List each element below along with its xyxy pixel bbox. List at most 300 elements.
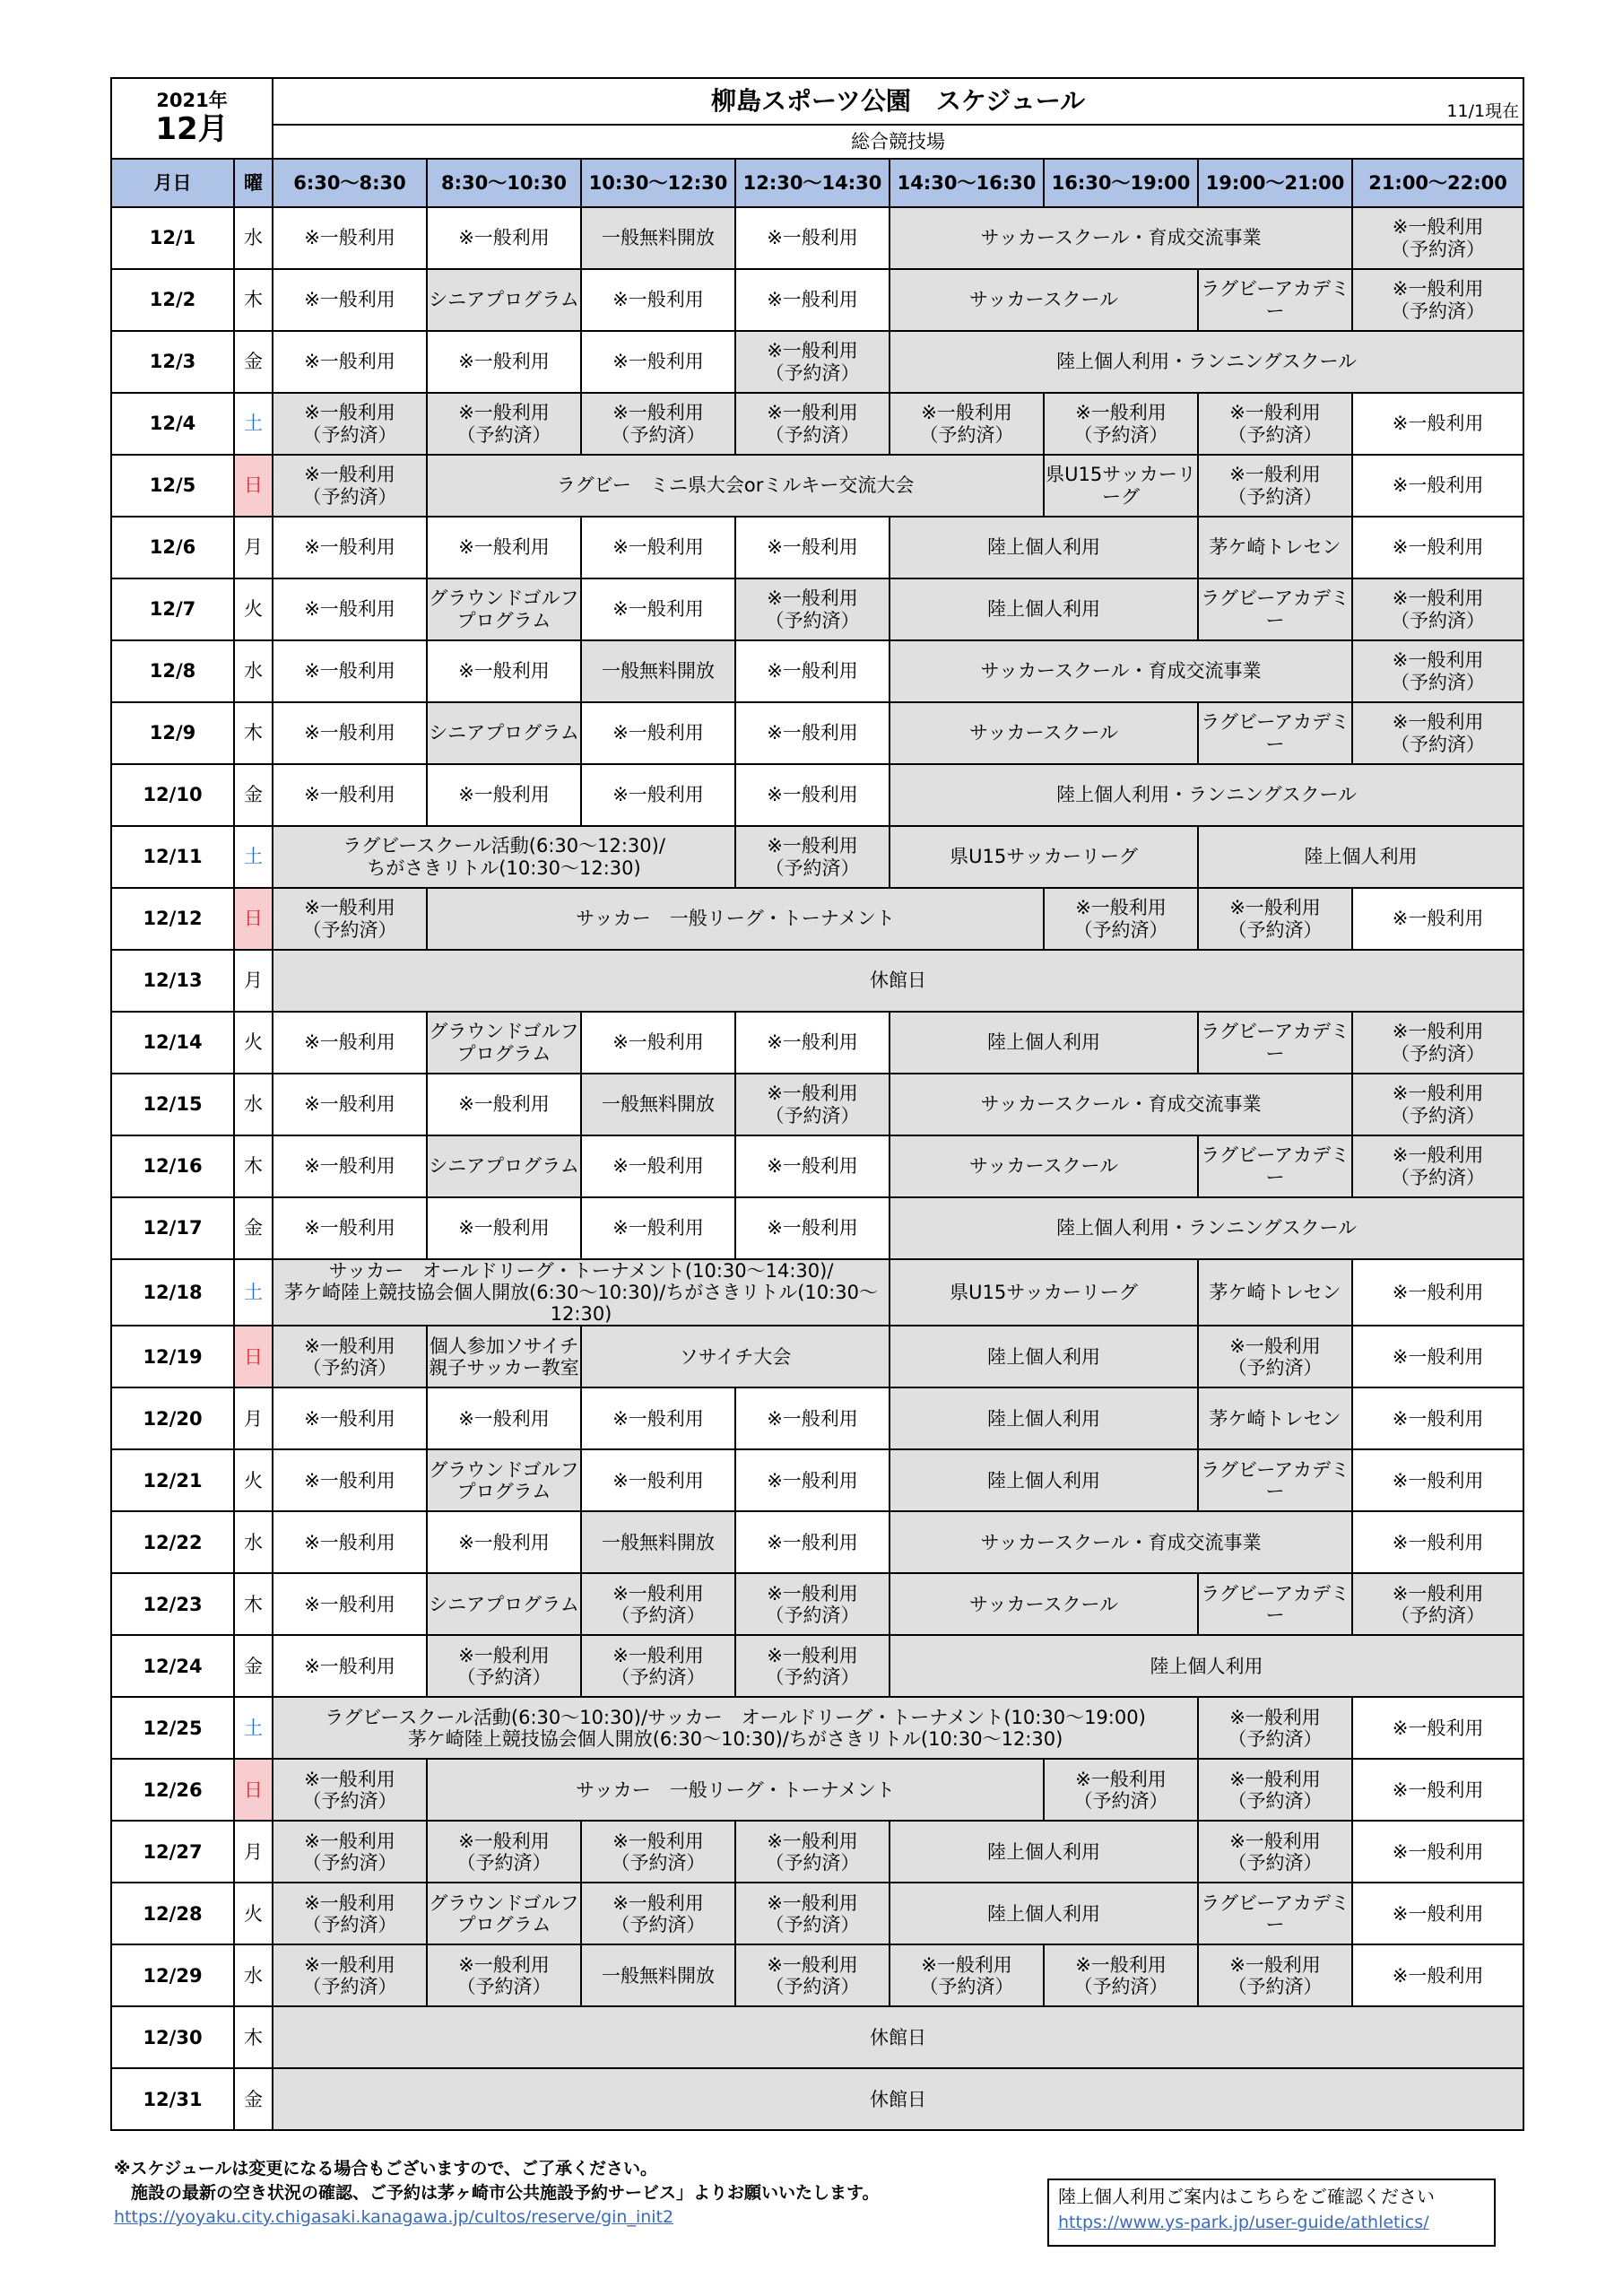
schedule-cell-text: ※一般利用	[612, 1031, 704, 1054]
schedule-cell-text: （予約済）	[302, 1851, 397, 1874]
schedule-cell-text: ※一般利用	[767, 1644, 858, 1666]
schedule-cell	[890, 578, 1198, 640]
schedule-cell	[273, 702, 427, 764]
schedule-cell-text: ※一般利用	[458, 402, 550, 424]
schedule-cell	[427, 1074, 581, 1135]
schedule-cell	[581, 764, 735, 826]
schedule-cell-text: （予約済）	[1391, 300, 1486, 322]
schedule-cell-text: サッカースクール・育成交流事業	[980, 1531, 1262, 1553]
schedule-cell-text: ※一般利用	[612, 1155, 704, 1178]
schedule-cell	[273, 826, 735, 888]
schedule-cell-text: ラグビーアカデミー	[1201, 1021, 1350, 1065]
schedule-cell-text: （予約済）	[611, 1851, 706, 1874]
date-cell: 12/28	[111, 1883, 234, 1944]
schedule-cell	[427, 1449, 581, 1511]
schedule-cell-text: ※一般利用	[767, 1531, 858, 1553]
schedule-cell-text: ※一般利用	[304, 722, 395, 744]
schedule-cell	[1352, 1883, 1523, 1944]
schedule-cell	[273, 764, 427, 826]
schedule-cell	[581, 1387, 735, 1449]
schedule-cell-text: サッカースクール・育成交流事業	[980, 660, 1262, 683]
schedule-cell-text: ※一般利用	[612, 1892, 704, 1914]
schedule-cell	[427, 331, 581, 393]
schedule-cell	[273, 1449, 427, 1511]
schedule-cell-text: （予約済）	[456, 1665, 551, 1688]
schedule-cell-text: ※一般利用	[304, 1155, 395, 1178]
schedule-cell-text: 陸上個人利用	[987, 536, 1101, 559]
weekday-cell: 金	[234, 764, 273, 826]
column-header: 16:30～19:00	[1044, 159, 1198, 207]
schedule-cell-text: ※一般利用	[921, 1953, 1012, 1976]
schedule-cell	[735, 1012, 890, 1074]
schedule-cell-text: 陸上個人利用	[987, 598, 1101, 621]
schedule-cell-text: 一般無料開放	[602, 227, 716, 249]
weekday-cell: 木	[234, 1573, 273, 1635]
schedule-cell-text: ※一般利用	[612, 784, 704, 806]
schedule-cell-text: ※一般利用	[612, 1644, 704, 1666]
schedule-cell-text: ※一般利用	[304, 227, 395, 249]
column-header: 12:30～14:30	[735, 159, 890, 207]
schedule-cell-text: （予約済）	[1391, 671, 1486, 693]
table-row	[111, 1883, 1523, 1944]
schedule-cell-text: ※一般利用	[458, 227, 550, 249]
schedule-cell-text: ラグビーアカデミー	[1201, 711, 1350, 755]
schedule-cell	[581, 331, 735, 393]
schedule-cell-text: ※一般利用	[1392, 1083, 1484, 1105]
date-cell: 12/25	[111, 1697, 234, 1759]
schedule-cell-text: （予約済）	[1228, 1851, 1323, 1874]
schedule-cell	[273, 950, 1523, 1012]
schedule-cell-text: （予約済）	[765, 1665, 860, 1688]
table-row	[111, 1511, 1523, 1573]
schedule-cell	[1352, 640, 1523, 702]
schedule-cell-text: （予約済）	[456, 423, 551, 446]
schedule-cell	[273, 1635, 427, 1697]
month-label: 12月	[155, 110, 229, 147]
schedule-cell-text: ※一般利用	[767, 1469, 858, 1492]
schedule-cell	[890, 1821, 1198, 1883]
date-cell: 12/21	[111, 1449, 234, 1511]
schedule-cell	[890, 702, 1198, 764]
schedule-cell-text: （予約済）	[302, 1975, 397, 1997]
schedule-cell-text: 陸上個人利用	[987, 1469, 1101, 1492]
schedule-cell	[890, 1326, 1198, 1387]
schedule-cell-text: （予約済）	[1391, 238, 1486, 260]
schedule-cell	[890, 331, 1523, 393]
schedule-cell-text: （予約済）	[1391, 1604, 1486, 1626]
schedule-cell-text: ※一般利用	[1392, 1902, 1484, 1925]
schedule-cell-text: ※一般利用	[304, 897, 395, 919]
table-row	[111, 640, 1523, 702]
schedule-cell-text: （予約済）	[611, 1665, 706, 1688]
schedule-cell-text: ※一般利用	[767, 402, 858, 424]
column-header-row	[111, 159, 1523, 207]
schedule-cell	[273, 1259, 890, 1326]
schedule-cell-text: グラウンドゴルフ	[429, 1458, 579, 1481]
schedule-cell-text: ※一般利用	[304, 598, 395, 621]
schedule-cell	[427, 1326, 581, 1387]
schedule-cell-text: ちがさきリトル(10:30～12:30)	[367, 857, 641, 879]
date-cell: 12/12	[111, 888, 234, 950]
schedule-cell	[735, 1387, 890, 1449]
schedule-cell	[427, 1635, 581, 1697]
schedule-cell-text: （予約済）	[765, 609, 860, 631]
schedule-cell-text: プログラム	[456, 1913, 551, 1935]
schedule-cell	[735, 1197, 890, 1259]
schedule-cell-text: ※一般利用	[304, 536, 395, 559]
schedule-cell-text: ※一般利用	[1229, 1335, 1321, 1357]
schedule-cell	[735, 1573, 890, 1635]
weekday-cell: 土	[234, 1697, 273, 1759]
schedule-cell-text: ※一般利用	[767, 289, 858, 311]
schedule-cell-text: （予約済）	[765, 1913, 860, 1935]
schedule-cell-text: 個人参加ソサイチ	[429, 1335, 579, 1357]
schedule-cell	[1352, 1449, 1523, 1511]
schedule-cell-text: ソサイチ大会	[679, 1345, 792, 1368]
schedule-cell-text: ※一般利用	[458, 1217, 550, 1239]
table-row	[111, 455, 1523, 517]
schedule-cell-text: ※一般利用	[458, 1644, 550, 1666]
schedule-cell	[273, 1012, 427, 1074]
athletics-info-box	[1047, 2179, 1496, 2247]
table-row	[111, 764, 1523, 826]
schedule-cell	[427, 269, 581, 331]
schedule-cell	[427, 578, 581, 640]
schedule-cell-text: （予約済）	[1228, 1356, 1323, 1378]
weekday-cell: 水	[234, 1511, 273, 1573]
schedule-cell-text: （予約済）	[765, 857, 860, 879]
schedule-cell	[1198, 1573, 1352, 1635]
schedule-cell	[427, 1573, 581, 1635]
schedule-cell-text: （予約済）	[765, 1975, 860, 1997]
schedule-cell	[1352, 1821, 1523, 1883]
footer-notes	[114, 2157, 879, 2230]
schedule-cell	[273, 1511, 427, 1573]
schedule-cell-text: 県U15サッカーリーグ	[950, 846, 1138, 868]
schedule-cell-text: ※一般利用	[767, 1217, 858, 1239]
schedule-cell	[1352, 207, 1523, 269]
table-row	[111, 578, 1523, 640]
schedule-cell	[273, 1197, 427, 1259]
schedule-cell	[427, 702, 581, 764]
schedule-cell	[1198, 1697, 1352, 1759]
schedule-cell-text: 陸上個人利用	[987, 1031, 1101, 1054]
schedule-cell	[581, 640, 735, 702]
schedule-cell-text: ラグビー ミニ県大会orミルキー交流大会	[556, 474, 915, 497]
schedule-cell-text: ※一般利用	[767, 660, 858, 683]
column-header: 曜	[234, 159, 273, 207]
schedule-cell	[890, 1012, 1198, 1074]
schedule-cell	[427, 517, 581, 578]
note-reservation: 施設の最新の空き状況の確認、ご予約は茅ヶ崎市公共施設予約サービス」よりお願いいたします。	[114, 2183, 880, 2203]
schedule-cell	[1352, 702, 1523, 764]
schedule-cell-text: ラグビースクール活動(6:30～12:30)/	[343, 835, 665, 857]
schedule-cell-text: 一般無料開放	[602, 1964, 716, 1987]
schedule-cell	[581, 207, 735, 269]
schedule-cell	[581, 1012, 735, 1074]
schedule-cell	[427, 1944, 581, 2006]
column-header: 6:30～8:30	[273, 159, 427, 207]
schedule-cell-text: 茅ケ崎陸上競技協会個人開放(6:30～10:30)/ちがさきリトル(10:30～12:30)	[284, 1282, 878, 1326]
schedule-cell	[581, 269, 735, 331]
schedule-cell-text: ※一般利用	[304, 464, 395, 486]
schedule-cell	[1198, 1883, 1352, 1944]
schedule-cell-text: ※一般利用	[458, 351, 550, 373]
schedule-cell-text: ※一般利用	[458, 536, 550, 559]
schedule-cell-text: ※一般利用	[1075, 402, 1167, 424]
date-cell: 12/11	[111, 826, 234, 888]
schedule-cell	[581, 517, 735, 578]
date-cell: 12/3	[111, 331, 234, 393]
schedule-cell-text: ※一般利用	[1392, 1144, 1484, 1167]
schedule-cell	[273, 331, 427, 393]
schedule-cell-text: （予約済）	[1391, 609, 1486, 631]
schedule-cell-text: ※一般利用	[1392, 1021, 1484, 1043]
schedule-cell	[890, 1944, 1044, 2006]
schedule-cell	[427, 1759, 1044, 1821]
schedule-cell-text: ※一般利用	[1392, 1345, 1484, 1368]
schedule-cell	[1198, 1759, 1352, 1821]
schedule-cell	[1198, 826, 1523, 888]
schedule-cell-text: ※一般利用	[1075, 1953, 1167, 1976]
table-row	[111, 1635, 1523, 1697]
schedule-cell-text: ※一般利用	[612, 402, 704, 424]
schedule-cell-text: サッカースクール	[968, 1593, 1119, 1615]
schedule-cell-text: サッカースクール・育成交流事業	[980, 1093, 1262, 1116]
schedule-cell-text: ※一般利用	[304, 1335, 395, 1357]
table-row	[111, 888, 1523, 950]
schedule-cell-text: ※一般利用	[767, 1953, 858, 1976]
schedule-cell-text: （予約済）	[765, 1104, 860, 1126]
schedule-cell	[1352, 393, 1523, 455]
schedule-cell	[273, 393, 427, 455]
schedule-cell-text: （予約済）	[765, 1851, 860, 1874]
schedule-cell-text: ラグビーアカデミー	[1201, 1458, 1350, 1502]
schedule-cell	[1198, 1821, 1352, 1883]
schedule-cell-text: （予約済）	[302, 1789, 397, 1812]
schedule-table	[110, 77, 1524, 2131]
schedule-cell-text: ※一般利用	[304, 289, 395, 311]
table-row	[111, 331, 1523, 393]
schedule-cell	[1352, 1326, 1523, 1387]
weekday-cell: 木	[234, 1135, 273, 1197]
date-cell: 12/31	[111, 2068, 234, 2130]
schedule-cell	[735, 1944, 890, 2006]
schedule-cell-text: （予約済）	[1228, 423, 1323, 446]
schedule-cell-text: シニアプログラム	[429, 722, 579, 744]
schedule-cell-text: （予約済）	[1228, 918, 1323, 941]
schedule-cell-text: ※一般利用	[304, 1593, 395, 1615]
schedule-cell-text: ※一般利用	[304, 1031, 395, 1054]
schedule-cell	[273, 578, 427, 640]
table-row	[111, 1449, 1523, 1511]
schedule-cell-text: ※一般利用	[1392, 1531, 1484, 1553]
date-cell: 12/27	[111, 1821, 234, 1883]
schedule-cell	[735, 826, 890, 888]
schedule-cell-text: （予約済）	[765, 361, 860, 384]
weekday-cell: 日	[234, 1326, 273, 1387]
schedule-cell	[1352, 888, 1523, 950]
table-row	[111, 207, 1523, 269]
schedule-cell-text: ※一般利用	[458, 1953, 550, 1976]
schedule-cell-text: ※一般利用	[458, 1531, 550, 1553]
schedule-cell-text: （予約済）	[765, 1604, 860, 1626]
schedule-cell	[1352, 1944, 1523, 2006]
schedule-cell	[1198, 269, 1352, 331]
schedule-cell	[273, 1387, 427, 1449]
table-row	[111, 1944, 1523, 2006]
schedule-cell-text: 陸上個人利用	[987, 1902, 1101, 1925]
schedule-cell-text: サッカー 一般リーグ・トーナメント	[576, 908, 895, 930]
table-row	[111, 702, 1523, 764]
schedule-cell-text: ※一般利用	[1392, 1469, 1484, 1492]
weekday-cell: 金	[234, 2068, 273, 2130]
schedule-cell-text: ※一般利用	[1229, 1953, 1321, 1976]
weekday-cell: 月	[234, 950, 273, 1012]
schedule-cell	[1198, 1944, 1352, 2006]
schedule-cell-text: （予約済）	[611, 1913, 706, 1935]
weekday-cell: 木	[234, 269, 273, 331]
date-cell: 12/22	[111, 1511, 234, 1573]
schedule-cell-text: ※一般利用	[1392, 649, 1484, 672]
schedule-cell	[1044, 1944, 1198, 2006]
schedule-cell-text: （予約済）	[611, 1604, 706, 1626]
date-cell: 12/13	[111, 950, 234, 1012]
schedule-cell-text: ※一般利用	[304, 351, 395, 373]
schedule-cell-text: グラウンドゴルフ	[429, 1021, 579, 1043]
schedule-cell	[273, 1944, 427, 2006]
column-header: 8:30～10:30	[427, 159, 581, 207]
weekday-cell: 金	[234, 1197, 273, 1259]
schedule-cell-text: 茅ケ崎トレセン	[1209, 1282, 1341, 1304]
schedule-cell-text: ※一般利用	[612, 289, 704, 311]
schedule-cell-text: ラグビーアカデミー	[1201, 1144, 1350, 1188]
schedule-cell-text: 陸上個人利用・ランニングスクール	[1056, 351, 1358, 373]
athletics-link[interactable]: https://www.ys-park.jp/user-guide/athletics/	[1058, 2213, 1429, 2232]
schedule-cell	[1352, 455, 1523, 517]
table-row	[111, 517, 1523, 578]
schedule-cell-text: ラグビーアカデミー	[1201, 1892, 1350, 1935]
schedule-cell-text: ※一般利用	[767, 722, 858, 744]
schedule-cell-text: ※一般利用	[767, 835, 858, 857]
schedule-cell	[273, 1573, 427, 1635]
column-header: 21:00～22:00	[1352, 159, 1523, 207]
schedule-cell-text: （予約済）	[1228, 1789, 1323, 1812]
schedule-cell-text: ※一般利用	[1392, 1407, 1484, 1430]
schedule-cell-text: （予約済）	[1391, 1166, 1486, 1188]
schedule-cell	[273, 1326, 427, 1387]
schedule-cell-text: （予約済）	[765, 423, 860, 446]
schedule-cell-text: ※一般利用	[612, 1469, 704, 1492]
schedule-cell-text: ※一般利用	[1392, 908, 1484, 930]
weekday-cell: 火	[234, 1883, 273, 1944]
schedule-cell	[1044, 393, 1198, 455]
column-header: 19:00～21:00	[1198, 159, 1352, 207]
schedule-cell-text: ※一般利用	[304, 660, 395, 683]
schedule-cell-text: ※一般利用	[612, 1830, 704, 1852]
as-of-date: 11/1現在	[1446, 101, 1520, 122]
schedule-cell	[735, 764, 890, 826]
weekday-cell: 日	[234, 1759, 273, 1821]
schedule-cell	[273, 1821, 427, 1883]
weekday-cell: 月	[234, 1387, 273, 1449]
schedule-cell	[581, 1449, 735, 1511]
table-row	[111, 1697, 1523, 1759]
schedule-cell	[273, 207, 427, 269]
schedule-cell	[581, 1944, 735, 2006]
reservation-link[interactable]: https://yoyaku.city.chigasaki.kanagawa.jp/cultos/reserve/gin_init2	[114, 2207, 674, 2227]
schedule-cell-text: （予約済）	[1391, 1104, 1486, 1126]
schedule-cell-text: 親子サッカー教室	[429, 1356, 579, 1378]
date-cell: 12/16	[111, 1135, 234, 1197]
schedule-cell	[1198, 455, 1352, 517]
schedule-cell	[1198, 1012, 1352, 1074]
schedule-cell-text: （予約済）	[1228, 485, 1323, 508]
date-cell: 12/14	[111, 1012, 234, 1074]
schedule-cell	[581, 1074, 735, 1135]
weekday-cell: 日	[234, 455, 273, 517]
schedule-cell-text: ※一般利用	[612, 1217, 704, 1239]
weekday-cell: 水	[234, 1074, 273, 1135]
schedule-cell	[890, 826, 1198, 888]
schedule-cell	[890, 1883, 1198, 1944]
table-row	[111, 2006, 1523, 2068]
date-cell: 12/29	[111, 1944, 234, 2006]
schedule-cell-text: ※一般利用	[1392, 587, 1484, 610]
schedule-cell	[735, 1635, 890, 1697]
table-row	[111, 269, 1523, 331]
schedule-cell	[890, 1511, 1352, 1573]
schedule-cell-text: 茅ケ崎トレセン	[1209, 1407, 1341, 1430]
schedule-cell-text: ※一般利用	[1229, 1768, 1321, 1790]
schedule-cell-text: 県U15サッカーリーグ	[1046, 464, 1196, 508]
date-cell: 12/26	[111, 1759, 234, 1821]
schedule-cell	[273, 640, 427, 702]
schedule-cell-text: ※一般利用	[1075, 1768, 1167, 1790]
date-cell: 12/18	[111, 1259, 234, 1326]
schedule-cell-text: 陸上個人利用	[987, 1345, 1101, 1368]
schedule-cell	[1352, 1012, 1523, 1074]
weekday-cell: 火	[234, 1012, 273, 1074]
note-change: ※スケジュールは変更になる場合もございますので、ご了承ください。	[114, 2159, 657, 2179]
schedule-cell	[890, 207, 1352, 269]
schedule-cell-text: （予約済）	[1073, 423, 1168, 446]
schedule-cell	[735, 1511, 890, 1573]
venue-name: 総合競技場	[273, 125, 1523, 159]
schedule-cell-text: ※一般利用	[767, 1582, 858, 1605]
schedule-cell	[581, 393, 735, 455]
schedule-cell-text: ※一般利用	[767, 1155, 858, 1178]
schedule-cell	[273, 1074, 427, 1135]
schedule-cell	[890, 1197, 1523, 1259]
schedule-cell	[735, 207, 890, 269]
schedule-cell-text: ※一般利用	[1392, 1717, 1484, 1739]
schedule-cell-text: 陸上個人利用	[987, 1407, 1101, 1430]
schedule-cell-text: シニアプログラム	[429, 1593, 579, 1615]
schedule-cell	[890, 1135, 1198, 1197]
table-row	[111, 1759, 1523, 1821]
table-row	[111, 1074, 1523, 1135]
schedule-cell-text: （予約済）	[1073, 918, 1168, 941]
schedule-cell-text: ※一般利用	[1392, 1582, 1484, 1605]
schedule-cell	[1044, 1759, 1198, 1821]
table-row	[111, 1135, 1523, 1197]
schedule-cell	[273, 455, 427, 517]
schedule-cell	[735, 1883, 890, 1944]
schedule-cell-text: （予約済）	[456, 1975, 551, 1997]
date-cell: 12/5	[111, 455, 234, 517]
schedule-cell-text: ※一般利用	[767, 1830, 858, 1852]
